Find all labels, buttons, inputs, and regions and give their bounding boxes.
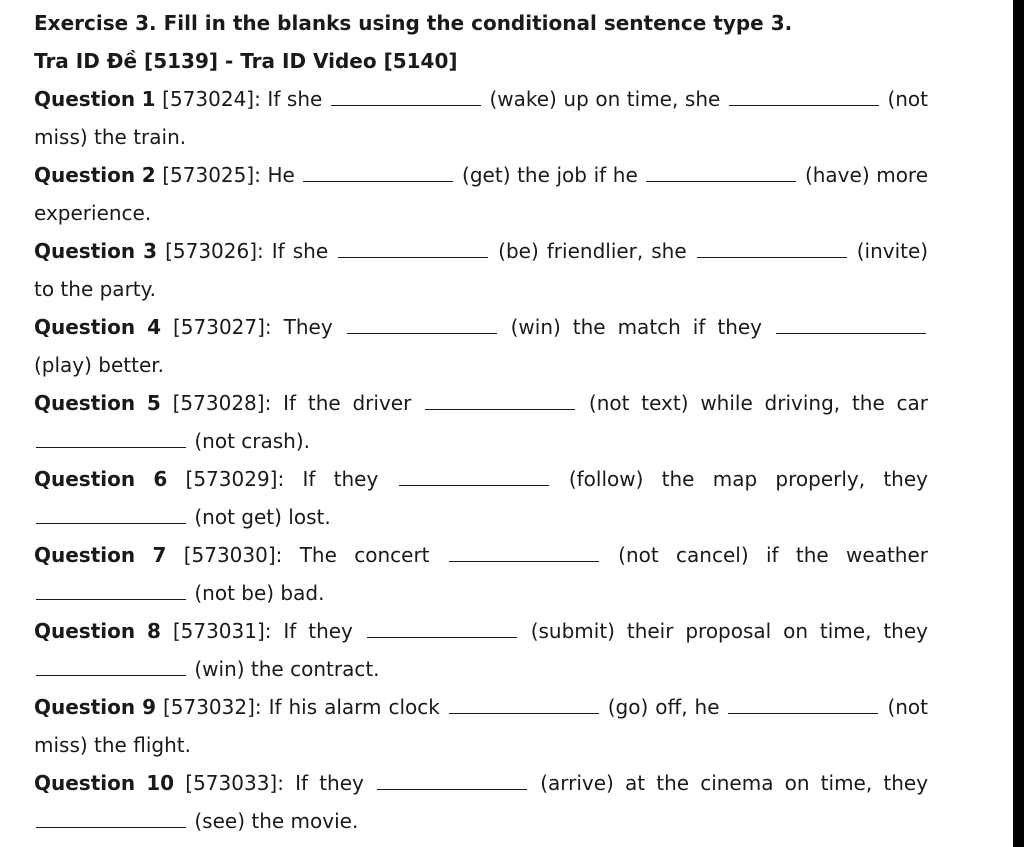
answer-blank[interactable] — [36, 658, 186, 676]
question-code: [573033]: — [185, 771, 284, 795]
question-number: 1 — [141, 87, 156, 111]
answer-blank[interactable] — [425, 392, 575, 410]
question-code: [573029]: — [185, 467, 285, 491]
question-number: 4 — [147, 315, 161, 339]
question-text-middle: (get) the job if he — [462, 163, 638, 187]
question-10 — [34, 764, 928, 840]
question-text-end: (invite) to the party. — [34, 239, 929, 301]
question-code: [573028]: — [172, 391, 272, 415]
question-text-middle: (be) friendlier, she — [498, 239, 687, 263]
question-number: 8 — [147, 619, 161, 643]
question-1 — [34, 80, 928, 156]
answer-blank[interactable] — [449, 544, 599, 562]
question-code: [573026]: — [165, 239, 264, 263]
question-code: [573031]: — [172, 619, 272, 643]
answer-blank[interactable] — [399, 468, 549, 486]
question-label: Question — [34, 467, 136, 491]
question-label: Question — [34, 239, 136, 263]
question-text-before: They — [283, 315, 333, 339]
question-label: Question — [34, 391, 136, 415]
question-text-before: If they — [295, 771, 364, 795]
question-label: Question — [34, 695, 136, 719]
question-3 — [34, 232, 928, 308]
question-text-before: He — [267, 163, 295, 187]
question-text-middle: (follow) the map properly, they — [568, 467, 928, 491]
answer-blank[interactable] — [338, 240, 488, 258]
answer-blank[interactable] — [729, 88, 879, 106]
question-text-end: (see) the movie. — [194, 809, 359, 833]
question-7 — [34, 536, 928, 612]
question-code: [573025]: — [162, 163, 261, 187]
answer-blank[interactable] — [449, 696, 599, 714]
question-text-before: If she — [267, 87, 323, 111]
question-9 — [34, 688, 928, 764]
question-text-middle: (submit) their proposal on time, they — [530, 619, 928, 643]
question-code: [573024]: — [162, 87, 261, 111]
question-text-end: (play) better. — [34, 353, 165, 377]
worksheet-content — [34, 4, 928, 840]
question-text-before: If they — [302, 467, 379, 491]
answer-blank[interactable] — [377, 772, 527, 790]
question-number: 9 — [142, 695, 156, 719]
question-text-end: (win) the contract. — [194, 657, 380, 681]
answer-blank[interactable] — [36, 810, 186, 828]
question-number: 7 — [152, 543, 167, 567]
question-text-middle: (wake) up on time, she — [489, 87, 721, 111]
answer-blank[interactable] — [303, 164, 453, 182]
exercise-ids: Tra ID Đề [5139] - Tra ID Video [5140] — [34, 49, 458, 73]
question-text-end: (not miss) the flight. — [34, 695, 928, 757]
question-code: [573030]: — [183, 543, 283, 567]
question-text-middle: (win) the match if they — [510, 315, 763, 339]
answer-blank[interactable] — [367, 620, 517, 638]
question-number: 5 — [146, 391, 161, 415]
question-label: Question — [34, 543, 136, 567]
question-text-before: The concert — [299, 543, 430, 567]
question-text-before: If the driver — [283, 391, 412, 415]
question-label: Question — [34, 87, 136, 111]
question-8 — [34, 612, 928, 688]
answer-blank[interactable] — [331, 88, 481, 106]
question-text-middle: (arrive) at the cinema on time, they — [540, 771, 929, 795]
question-text-end: (have) more experience. — [34, 163, 929, 225]
question-text-before: If they — [283, 619, 353, 643]
question-label: Question — [34, 619, 136, 643]
question-6 — [34, 460, 928, 536]
question-text-middle: (not text) while driving, the car — [588, 391, 929, 415]
answer-blank[interactable] — [36, 582, 186, 600]
answer-blank[interactable] — [697, 240, 847, 258]
question-text-end: (not crash). — [194, 429, 311, 453]
question-4 — [34, 308, 928, 384]
question-text-end: (not miss) the train. — [34, 87, 928, 149]
question-text-end: (not be) bad. — [194, 581, 325, 605]
answer-blank[interactable] — [347, 316, 497, 334]
question-number: 3 — [143, 239, 158, 263]
exercise-title: Exercise 3. Fill in the blanks using the conditional sentence type 3. — [34, 11, 793, 35]
question-text-before: If she — [271, 239, 329, 263]
question-number: 10 — [146, 771, 175, 795]
question-2 — [34, 156, 928, 232]
question-label: Question — [34, 315, 136, 339]
question-text-end: (not get) lost. — [194, 505, 331, 529]
question-5 — [34, 384, 928, 460]
question-label: Question — [34, 163, 136, 187]
question-text-before: If his alarm clock — [268, 695, 440, 719]
answer-blank[interactable] — [36, 506, 186, 524]
answer-blank[interactable] — [776, 316, 926, 334]
question-text-middle: (go) off, he — [607, 695, 720, 719]
question-text-middle: (not cancel) if the weather — [618, 543, 928, 567]
answer-blank[interactable] — [728, 696, 878, 714]
question-code: [573032]: — [162, 695, 262, 719]
answer-blank[interactable] — [36, 430, 186, 448]
question-number: 2 — [141, 163, 156, 187]
question-code: [573027]: — [172, 315, 272, 339]
answer-blank[interactable] — [646, 164, 796, 182]
question-label: Question — [34, 771, 136, 795]
question-number: 6 — [153, 467, 168, 491]
